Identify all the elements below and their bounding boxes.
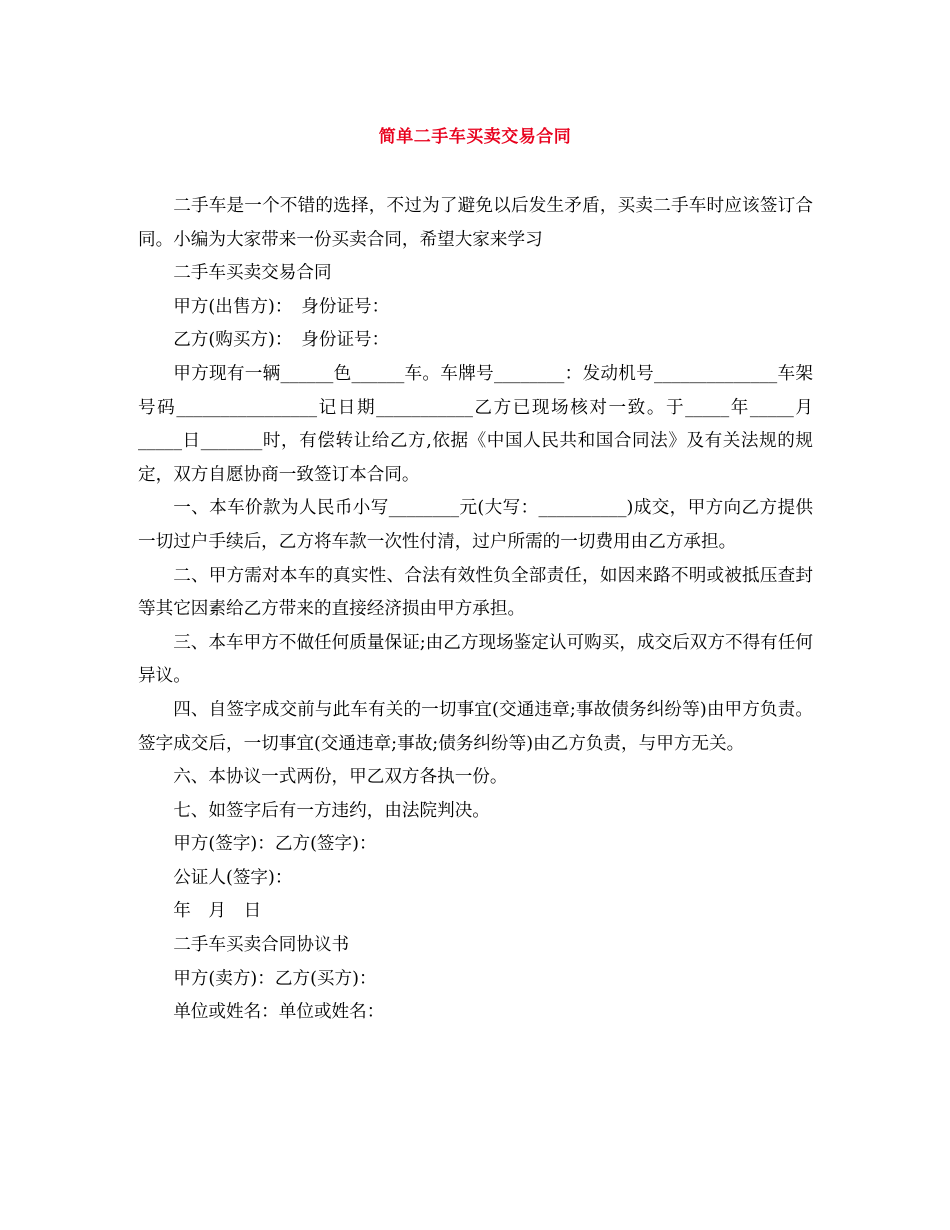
paragraph-clause-1: 一、本车价款为人民币小写________元(大写：__________)成交，甲方向乙方提供一切过户手续后，乙方将车款一次性付清，过户所需的一切费用由乙方承担。 [138,498,813,552]
paragraph-signatures: 甲方(签字)：乙方(签字)： [173,834,377,855]
paragraph-contract-heading: 二手车买卖交易合同 [173,263,332,284]
paragraph-agreement-heading: 二手车买卖合同协议书 [173,935,350,956]
paragraph-clause-7: 七、如签字后有一方违约，由法院判决。 [173,800,490,821]
paragraph-date: 年 月 日 [173,901,262,922]
paragraph-clause-4: 四、自签字成交前与此车有关的一切事宜(交通违章;事故债务纠纷等)由甲方负责。签字成交后，一切事宜(交通违章;事故;债务纠纷等)由乙方负责，与甲方无关。 [138,699,813,754]
paragraph-seller-buyer: 甲方(卖方)：乙方(买方)： [173,968,377,989]
paragraph-notary: 公证人(签字)： [173,867,293,888]
paragraph-clause-3: 三、本车甲方不做任何质量保证;由乙方现场鉴定认可购买，成交后双方不得有任何异议。 [138,632,813,687]
paragraph-vehicle-info: 甲方现有一辆______色______车。车牌号________：发动机号______________车架号码________________记日期___________乙方已现场核对一致。于_____年_____月_____日_______时，有偿转让给乙方,依据《中国人民共和国合同法》及有关法规的规定，双方自愿协商一致签订本合同。 [138,363,813,485]
document-title: 简单二手车买卖交易合同 [378,127,572,147]
document-body [138,190,813,1030]
paragraph-clause-6: 六、本协议一式两份，甲乙双方各执一份。 [173,767,508,788]
paragraph-party-a: 甲方(出售方)： 身份证号： [173,296,390,317]
paragraph-intro: 二手车是一个不错的选择，不过为了避免以后发生矛盾，买卖二手车时应该签订合同。小编为大家带来一份买卖合同，希望大家来学习 [138,196,813,250]
paragraph-clause-2: 二、甲方需对本车的真实性、合法有效性负全部责任，如因来路不明或被抵压查封等其它因素给乙方带来的直接经济损由甲方承担。 [138,565,813,620]
paragraph-unit-name: 单位或姓名：单位或姓名： [173,1002,385,1023]
paragraph-party-b: 乙方(购买方)： 身份证号： [173,330,390,351]
